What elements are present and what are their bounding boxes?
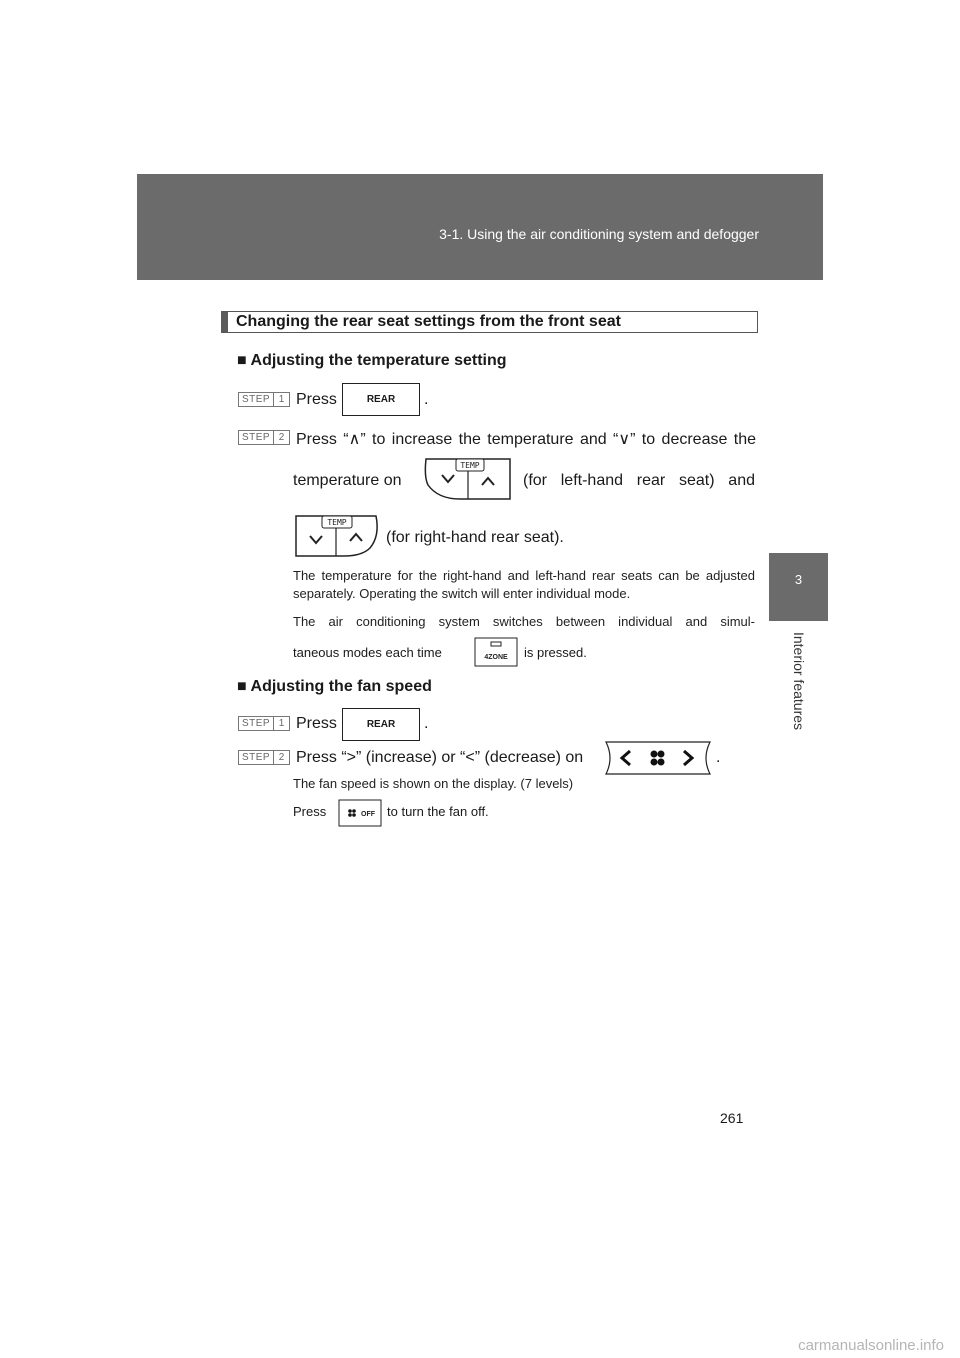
4zone-button-icon[interactable] xyxy=(474,637,518,667)
svg-text:OFF: OFF xyxy=(361,811,375,818)
chapter-label-text: Interior features xyxy=(791,631,807,731)
temperature-subhead: ■ Adjusting the temperature setting xyxy=(237,352,507,369)
right-temp-switch-icon[interactable] xyxy=(292,512,382,560)
section-heading: Changing the rear seat settings from the front seat xyxy=(221,311,758,333)
watermark: carmanualsonline.info xyxy=(798,1337,944,1354)
header-title: 3-1. Using the air conditioning system and defogger xyxy=(439,226,759,242)
temp-note2b: taneous modes each time xyxy=(293,645,442,660)
temp-step1-text: Press xyxy=(296,391,337,408)
chapter-number: 3 xyxy=(794,572,803,587)
rear-button-fan[interactable]: REAR xyxy=(342,708,420,741)
fan-step2-text: Press “>” (increase) or “<” (decrease) on xyxy=(296,749,584,766)
chapter-tab xyxy=(769,553,828,621)
fan-subhead: ■ Adjusting the fan speed xyxy=(237,678,432,695)
fan-step1-label: STEP 1 xyxy=(238,716,290,731)
chapter-label xyxy=(768,625,830,737)
page-number: 261 xyxy=(720,1110,744,1126)
temp-note2c: is pressed. xyxy=(524,645,587,660)
temp-step2-line1: Press “∧” to increase the temperature and “∨” to decrease the xyxy=(296,431,756,448)
rear-button[interactable]: REAR xyxy=(342,383,420,416)
temp-step1-period: . xyxy=(424,391,429,408)
svg-text:4ZONE: 4ZONE xyxy=(484,654,508,661)
temp-step2-label: STEP 2 xyxy=(238,430,290,445)
temp-step2-line2a: temperature on xyxy=(293,472,402,489)
header-band xyxy=(137,174,823,280)
fan-off-button-icon[interactable] xyxy=(338,799,382,827)
svg-text:TEMP: TEMP xyxy=(460,461,480,470)
temp-note1: The temperature for the right-hand and left-hand rear seats can be adjusted separately. Operating the switch will enter individual mode. xyxy=(293,568,755,601)
fan-speed-switch-icon[interactable] xyxy=(602,740,714,776)
svg-text:TEMP: TEMP xyxy=(327,518,347,527)
fan-note2b: to turn the fan off. xyxy=(387,804,489,819)
temp-step1-label: STEP 1 xyxy=(238,392,290,407)
fan-note2a: Press xyxy=(293,804,327,819)
temp-note2a: The air conditioning system switches between individual and simul- xyxy=(293,614,755,629)
fan-step2-period: . xyxy=(716,749,721,766)
temp-step2-line3: (for right-hand rear seat). xyxy=(386,529,564,546)
fan-note1: The fan speed is shown on the display. (7 levels) xyxy=(293,776,574,791)
fan-step1-period: . xyxy=(424,715,429,732)
fan-step1-text: Press xyxy=(296,715,337,732)
fan-step2-label: STEP 2 xyxy=(238,750,290,765)
left-temp-switch-icon[interactable] xyxy=(420,455,516,503)
temp-step2-line2b: (for left-hand rear seat) and xyxy=(523,472,755,489)
